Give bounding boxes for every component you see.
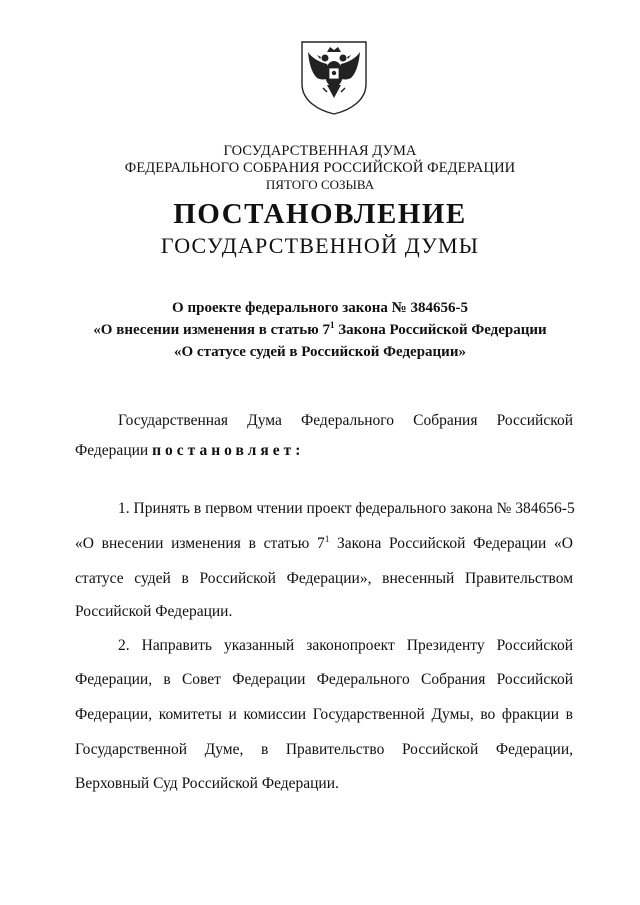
item2-line-3: Федерации, комитеты и комиссии Государственной Думы, во фракции в [75, 706, 573, 723]
item1-line-3: статусе судей в Российской Федерации», внесенный Правительством [75, 570, 573, 587]
header-line-1: ГОСУДАРСТВЕННАЯ ДУМА [223, 143, 417, 159]
subject-line-3: «О статусе судей в Российской Федерации» [174, 344, 466, 360]
item2-line-4: Государственной Думе, в Правительство Российской Федерации, [75, 741, 573, 758]
document-subtitle: ГОСУДАРСТВЕННОЙ ДУМЫ [160, 233, 480, 258]
item2-line-1: 2. Направить указанный законопроект Президенту Российской [118, 637, 573, 654]
preamble-line-1: Государственная Дума Федерального Собрания Российской [118, 412, 573, 429]
header-line-2: ФЕДЕРАЛЬНОГО СОБРАНИЯ РОССИЙСКОЙ ФЕДЕРАЦИИ [124, 160, 516, 176]
item1-line-4: Российской Федерации. [75, 603, 233, 620]
header-line-3: ПЯТОГО СОЗЫВА [265, 177, 375, 192]
item1-line-1: 1. Принять в первом чтении проект федерального закона № 384656-5 [118, 500, 575, 517]
subject-line-1: О проекте федерального закона № 384656-5 [172, 300, 468, 316]
item1-line-2: «О внесении изменения в статью $7^1$ Закона Российской Федерации «О [75, 534, 573, 552]
preamble-line-2: Федерации постановляет: [75, 442, 305, 459]
document-title: ПОСТАНОВЛЕНИЕ [173, 198, 467, 230]
subject-line-2: «О внесении изменения в статью $7^1$ Закона Российской Федерации [93, 320, 547, 338]
coat-of-arms-icon [297, 38, 371, 116]
item2-line-2: Федерации, в Совет Федерации Федерального Собрания Российской [75, 671, 573, 688]
item2-line-5: Верховный Суд Российской Федерации. [75, 775, 339, 792]
